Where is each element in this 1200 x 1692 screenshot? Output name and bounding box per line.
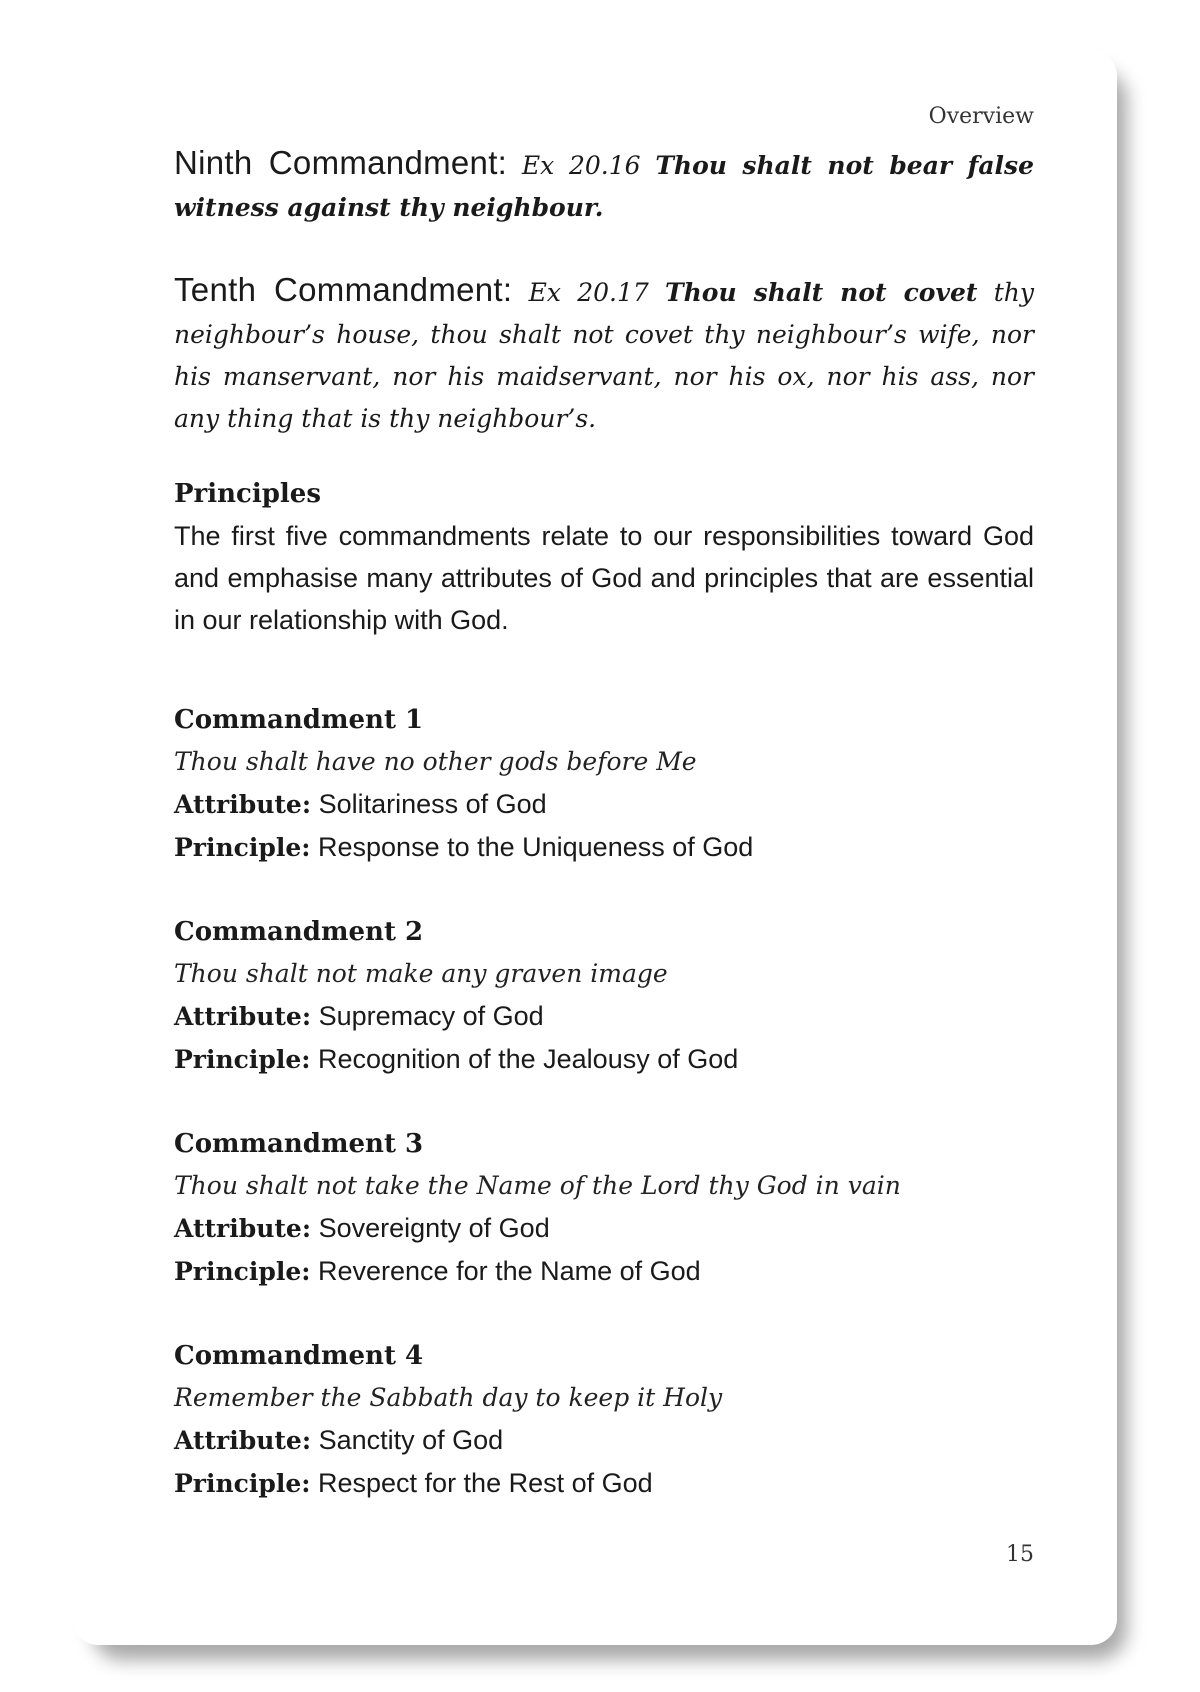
- commandment-2-group: [174, 911, 1034, 1081]
- ninth-commandment-ref: Ex 20.16: [521, 151, 641, 180]
- commandment-verse: Remember the Sabbath day to keep it Holy: [174, 1383, 723, 1412]
- commandment-verse: Thou shalt not make any graven image: [174, 959, 668, 988]
- principle-label: Principle:: [174, 1257, 311, 1286]
- attribute-value: Solitariness of God: [318, 789, 547, 819]
- attribute-value: Sovereignty of God: [318, 1213, 550, 1243]
- commandment-attribute: [174, 995, 1034, 1038]
- attribute-label: Attribute:: [174, 1426, 312, 1455]
- commandment-verse: Thou shalt not take the Name of the Lord thy God in vain: [174, 1171, 901, 1200]
- commandment-attribute: [174, 1419, 1034, 1462]
- commandment-attribute: [174, 1207, 1034, 1250]
- attribute-value: Sanctity of God: [318, 1425, 504, 1455]
- commandment-4-group: [174, 1335, 1034, 1505]
- principle-label: Principle:: [174, 1045, 311, 1074]
- running-head: Overview: [928, 104, 1034, 129]
- commandment-title: Commandment 2: [174, 917, 424, 947]
- commandment-attribute: [174, 783, 1034, 826]
- attribute-value: Supremacy of God: [318, 1001, 544, 1031]
- book-page: [72, 50, 1117, 1645]
- principle-value: Respect for the Rest of God: [318, 1468, 653, 1498]
- commandment-3-group: [174, 1123, 1034, 1293]
- principles-intro: The first five commandments relate to our responsibilities toward God and emphasise many attributes of God and principles that are essential in our relationship with God.: [174, 521, 1034, 635]
- principle-label: Principle:: [174, 833, 311, 862]
- commandment-principle: [174, 826, 1034, 869]
- commandment-principle: [174, 1038, 1034, 1081]
- commandment-title: Commandment 1: [174, 705, 424, 735]
- commandment-principle: [174, 1462, 1034, 1505]
- principles-heading: Principles: [174, 479, 321, 509]
- principle-label: Principle:: [174, 1469, 311, 1498]
- commandment-principle: [174, 1250, 1034, 1293]
- principle-value: Response to the Uniqueness of God: [318, 832, 754, 862]
- tenth-commandment-title: Tenth Commandment:: [174, 271, 513, 308]
- attribute-label: Attribute:: [174, 1002, 312, 1031]
- ninth-commandment-title: Ninth Commandment:: [174, 144, 508, 181]
- tenth-commandment-verse-rest: thy neighbour’s house, thou shalt not covet thy neighbour’s wife, nor his manservant, nor his maidservant, nor his ox, nor his ass, nor any thing that is thy neighbour’s.: [174, 278, 1034, 433]
- principle-value: Recognition of the Jealousy of God: [318, 1044, 739, 1074]
- commandment-1-group: [174, 699, 1034, 869]
- page-number: 15: [1006, 1542, 1034, 1567]
- attribute-label: Attribute:: [174, 790, 312, 819]
- attribute-label: Attribute:: [174, 1214, 312, 1243]
- commandment-verse: Thou shalt have no other gods before Me: [174, 747, 697, 776]
- ninth-commandment: [174, 142, 1034, 229]
- tenth-commandment-verse-bold: Thou shalt not covet: [665, 278, 978, 307]
- tenth-commandment-ref: Ex 20.17: [528, 278, 649, 307]
- ninth-commandment-verse: Thou shalt not bear false witness against thy neighbour.: [174, 151, 1034, 222]
- principle-value: Reverence for the Name of God: [318, 1256, 701, 1286]
- commandment-title: Commandment 3: [174, 1129, 424, 1159]
- commandment-title: Commandment 4: [174, 1341, 424, 1371]
- tenth-commandment: [174, 269, 1034, 440]
